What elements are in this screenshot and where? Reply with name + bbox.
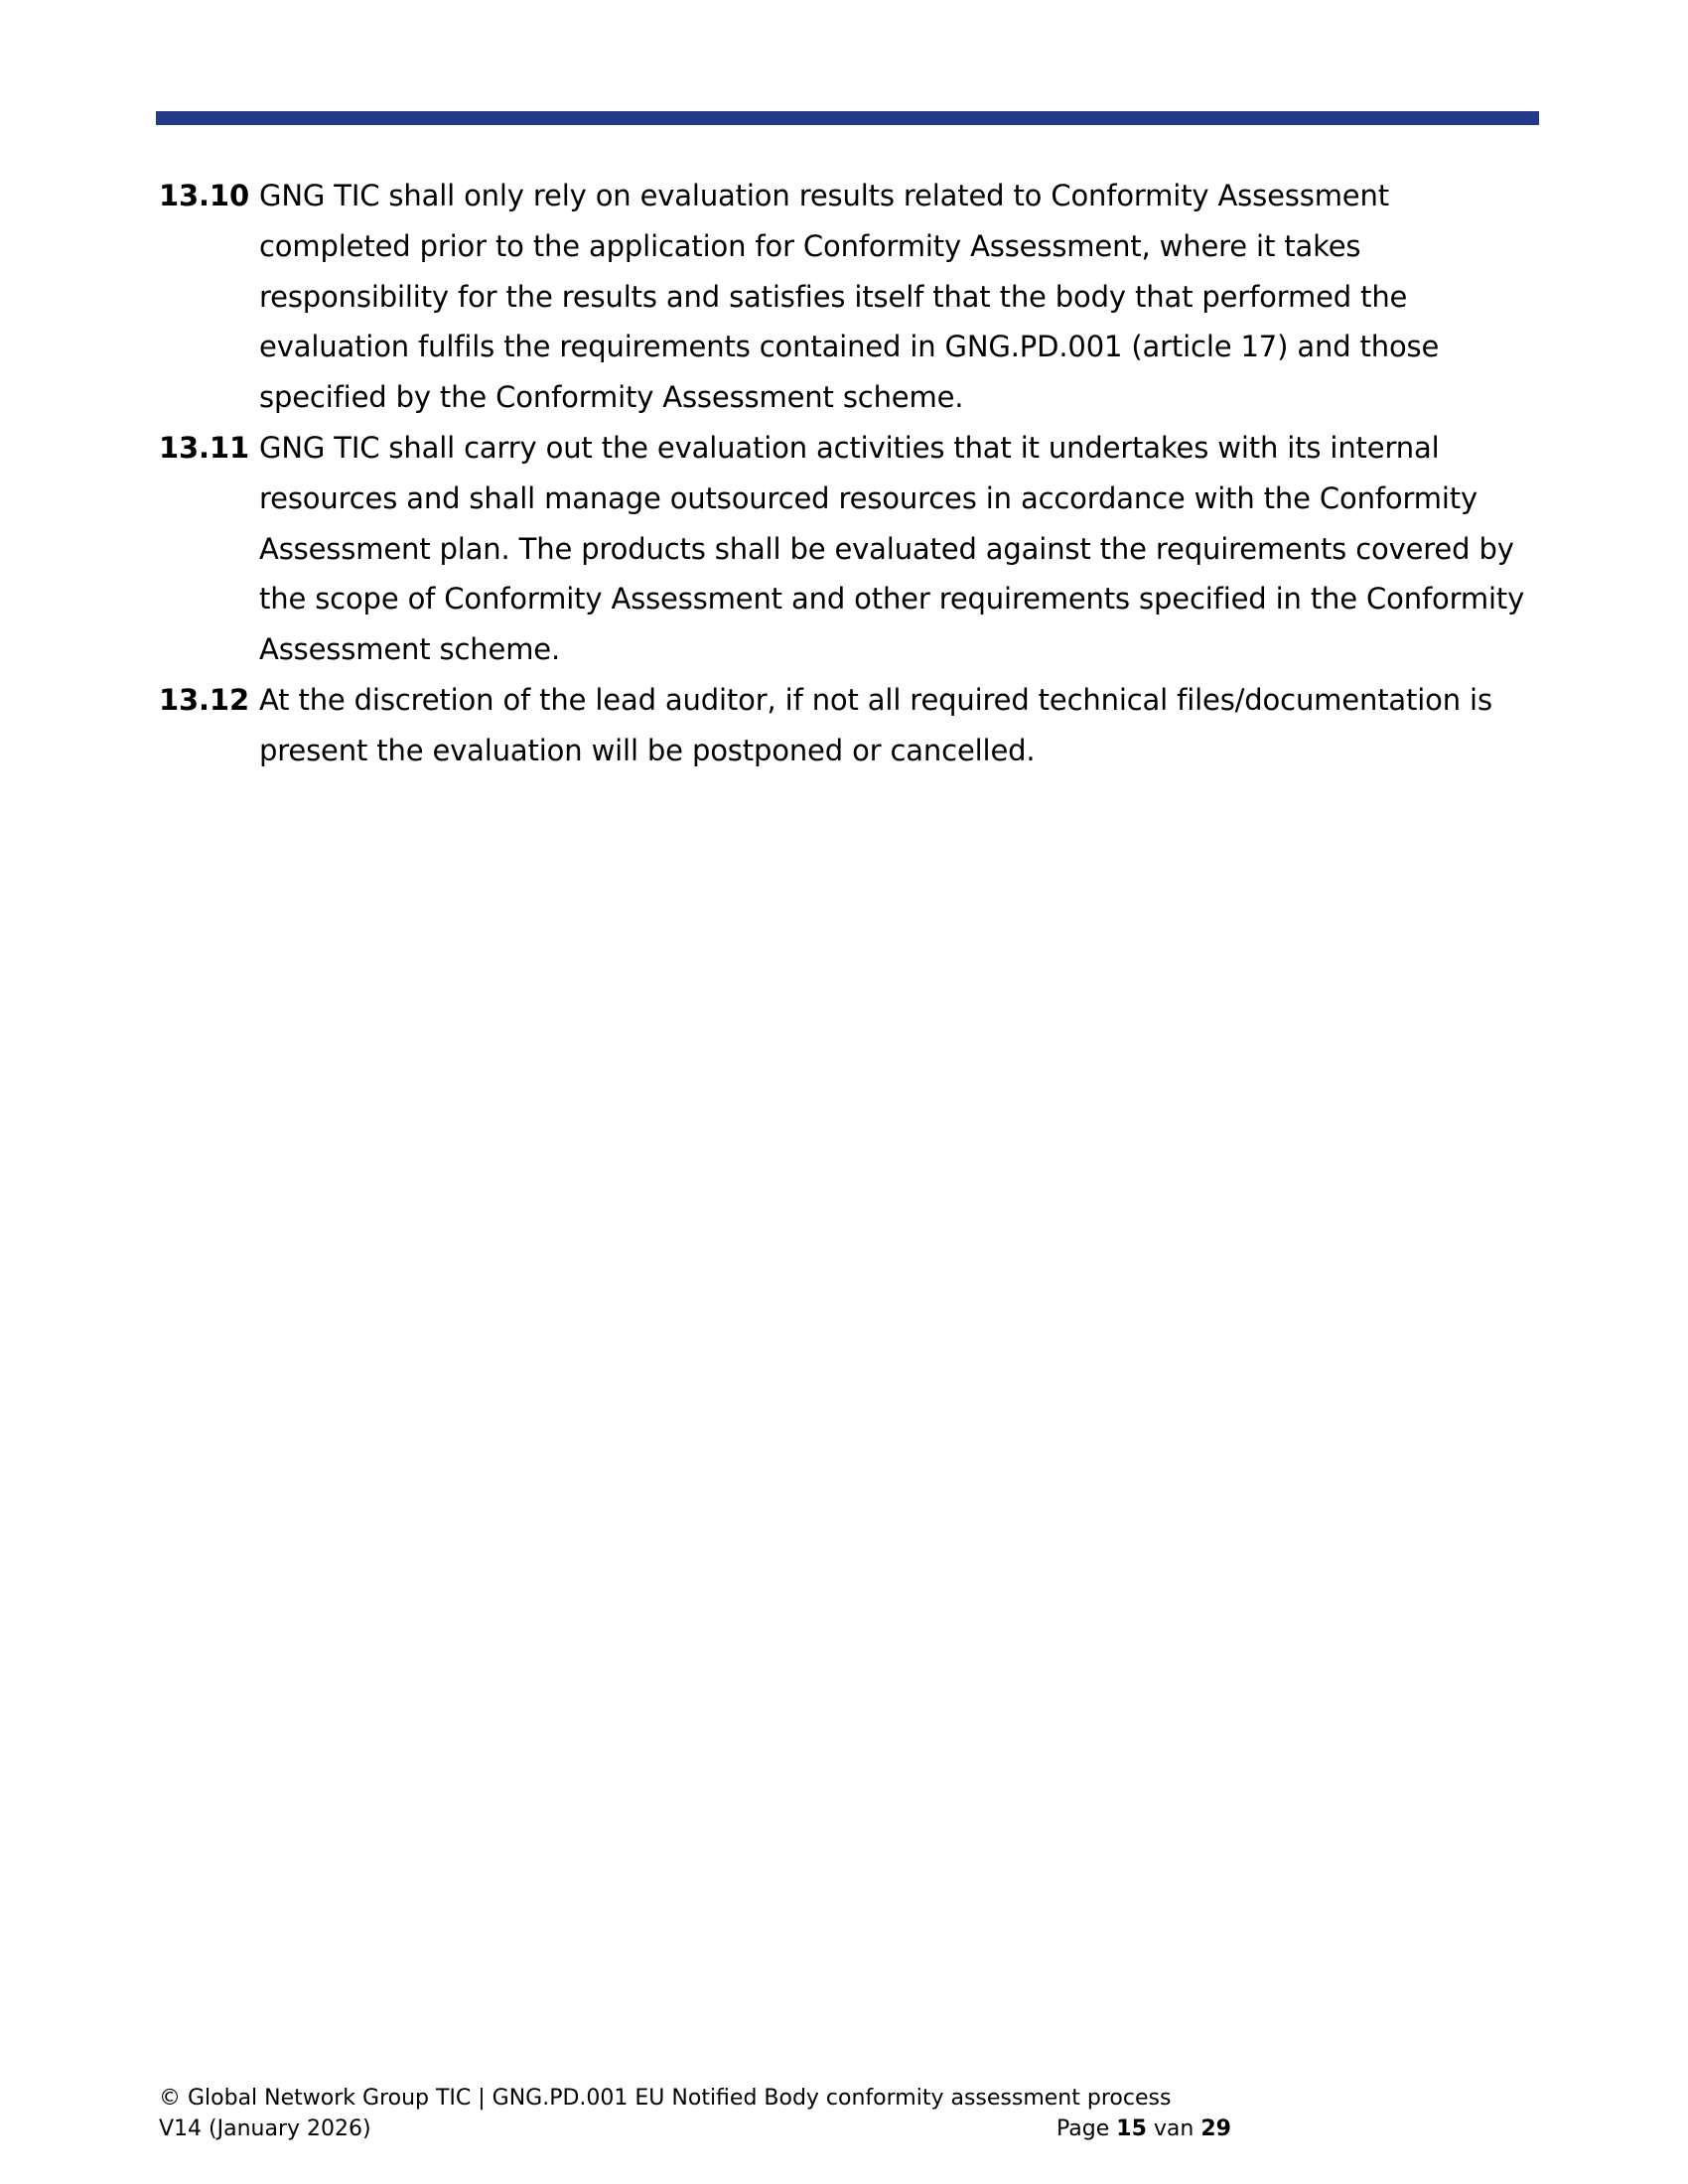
header-rule [156,111,1539,125]
page-total: 29 [1200,2116,1231,2141]
clause-list [159,171,1544,776]
page-label: Page [1056,2116,1110,2141]
clause-text: At the discretion of the lead auditor, if not all required technical files/documentation is present the evaluation will be postponed or cancelled. [259,682,1492,767]
clause-number: 13.11 [159,430,249,465]
page-current: 15 [1116,2116,1147,2141]
footer-line-2 [159,2114,1251,2144]
clause-number: 13.10 [159,179,249,212]
clause-13-10 [159,171,1544,423]
footer-copyright: © Global Network Group TIC | GNG.PD.001 EU Notified Body conformity assessment process [159,2086,1172,2111]
clause-number: 13.12 [159,682,249,717]
footer-version: V14 (January 2026) [159,2116,371,2141]
page-number [1056,2114,1231,2144]
page-separator: van [1153,2116,1195,2141]
clause-13-11 [159,423,1544,675]
page-footer [159,2083,1251,2144]
clause-text: GNG TIC shall carry out the evaluation activities that it undertakes with its internal resources and shall manage outsourced resources in accordance with the Conformity Assessment plan. The products shall be evaluated against the requirements covered by the scope of Conformity Assessment and other requirements specified in the Conformity Assessment scheme. [259,430,1525,667]
clause-text: GNG TIC shall only rely on evaluation results related to Conformity Assessment completed prior to the application for Conformity Assessment, where it takes responsibility for the results and satisfies itself that the body that performed the evaluation fulfils the requirements contained in GNG.PD.001 (article 17) and those specified by the Conformity Assessment scheme. [259,179,1440,415]
clause-13-12 [159,675,1544,776]
